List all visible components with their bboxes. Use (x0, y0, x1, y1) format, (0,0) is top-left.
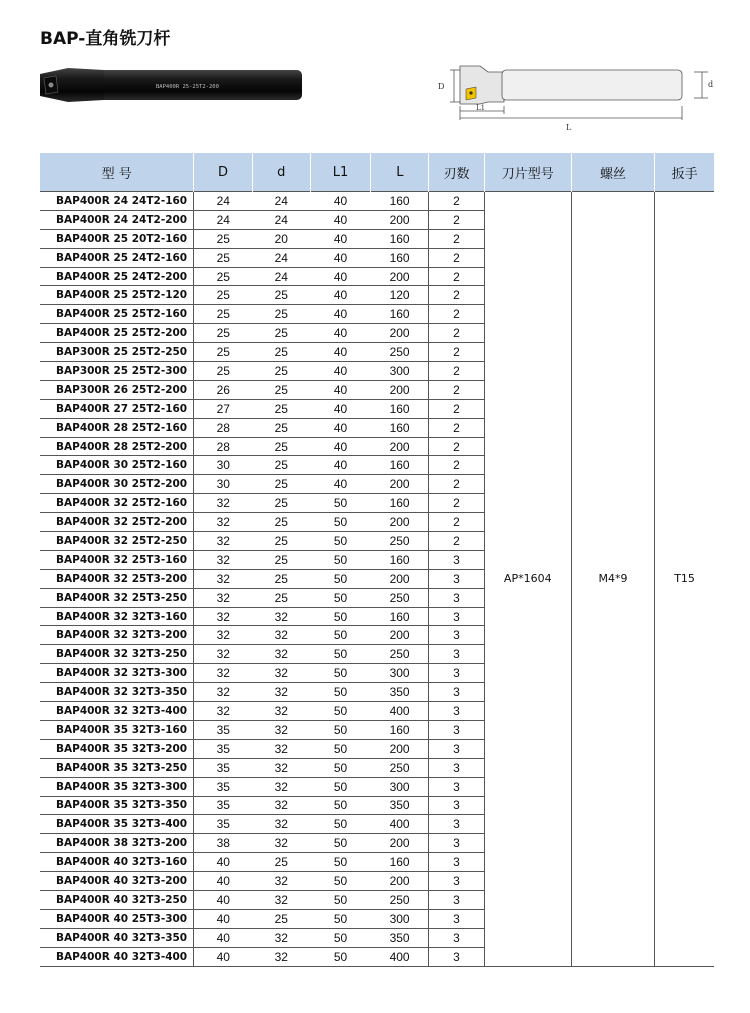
cell-d: 32 (252, 758, 310, 777)
cell-flutes: 2 (429, 192, 484, 211)
cell-model: BAP400R 32 25T3-200 (40, 569, 194, 588)
cell-model: BAP400R 24 24T2-200 (40, 210, 194, 229)
cell-D: 25 (194, 267, 252, 286)
cell-flutes: 3 (429, 853, 484, 872)
cell-D: 28 (194, 437, 252, 456)
cell-L: 160 (371, 550, 429, 569)
col-header-L: L (371, 153, 429, 192)
cell-L: 300 (371, 777, 429, 796)
cell-d: 25 (252, 550, 310, 569)
cell-model: BAP400R 32 25T2-160 (40, 494, 194, 513)
cell-D: 35 (194, 796, 252, 815)
cell-flutes: 3 (429, 928, 484, 947)
cell-D: 32 (194, 683, 252, 702)
cell-model: BAP400R 40 32T3-400 (40, 947, 194, 966)
cell-D: 35 (194, 720, 252, 739)
cell-L: 200 (371, 569, 429, 588)
cell-d: 25 (252, 399, 310, 418)
cell-model: BAP400R 35 32T3-350 (40, 796, 194, 815)
col-header-model: 型 号 (40, 153, 194, 192)
cell-d: 24 (252, 192, 310, 211)
cell-D: 35 (194, 758, 252, 777)
cell-D: 35 (194, 777, 252, 796)
cell-L1: 40 (310, 437, 370, 456)
cell-flutes: 2 (429, 362, 484, 381)
cell-flutes: 3 (429, 834, 484, 853)
cell-flutes: 3 (429, 947, 484, 966)
cell-L1: 50 (310, 645, 370, 664)
cell-L: 160 (371, 229, 429, 248)
cell-flutes: 2 (429, 418, 484, 437)
cell-d: 32 (252, 739, 310, 758)
cell-d: 32 (252, 720, 310, 739)
cell-L: 350 (371, 796, 429, 815)
cell-L1: 50 (310, 777, 370, 796)
cell-model: BAP300R 25 25T2-300 (40, 362, 194, 381)
cell-model: BAP400R 35 32T3-160 (40, 720, 194, 739)
tool-photo (38, 62, 306, 108)
cell-L1: 40 (310, 192, 370, 211)
cell-L: 400 (371, 815, 429, 834)
cell-model: BAP400R 35 32T3-300 (40, 777, 194, 796)
cell-d: 25 (252, 437, 310, 456)
cell-d: 32 (252, 683, 310, 702)
cell-model: BAP400R 32 32T3-350 (40, 683, 194, 702)
spec-table (40, 153, 714, 967)
page-title: BAP-直角铣刀杆 (40, 29, 171, 49)
cell-L1: 50 (310, 947, 370, 966)
cell-L: 250 (371, 343, 429, 362)
cell-flutes: 3 (429, 890, 484, 909)
cell-L1: 40 (310, 343, 370, 362)
cell-L1: 50 (310, 494, 370, 513)
cell-L: 200 (371, 267, 429, 286)
cell-flutes: 3 (429, 777, 484, 796)
cell-flutes: 3 (429, 664, 484, 683)
cell-L1: 50 (310, 569, 370, 588)
cell-L: 250 (371, 645, 429, 664)
cell-L: 250 (371, 758, 429, 777)
cell-L1: 50 (310, 758, 370, 777)
cell-flutes: 3 (429, 702, 484, 721)
cell-model: BAP400R 38 32T3-200 (40, 834, 194, 853)
cell-model: BAP400R 40 32T3-250 (40, 890, 194, 909)
cell-L: 350 (371, 928, 429, 947)
cell-D: 32 (194, 513, 252, 532)
cell-D: 24 (194, 192, 252, 211)
cell-D: 32 (194, 532, 252, 551)
cell-L1: 50 (310, 853, 370, 872)
cell-model: BAP400R 32 32T3-300 (40, 664, 194, 683)
cell-flutes: 3 (429, 607, 484, 626)
cell-d: 25 (252, 362, 310, 381)
cell-L1: 50 (310, 550, 370, 569)
cell-D: 32 (194, 607, 252, 626)
cell-d: 25 (252, 418, 310, 437)
cell-d: 32 (252, 834, 310, 853)
cell-d: 25 (252, 569, 310, 588)
cell-flutes: 3 (429, 588, 484, 607)
col-header-L1: L1 (310, 153, 370, 192)
cell-d: 32 (252, 645, 310, 664)
cell-D: 25 (194, 248, 252, 267)
cell-flutes: 2 (429, 324, 484, 343)
cell-L: 200 (371, 739, 429, 758)
cell-d: 25 (252, 286, 310, 305)
tool-diagram (432, 62, 717, 132)
cell-model: BAP400R 40 25T3-300 (40, 909, 194, 928)
cell-flutes: 3 (429, 550, 484, 569)
cell-D: 25 (194, 324, 252, 343)
diagram-label-L: L (566, 123, 572, 132)
cell-model: BAP400R 25 25T2-160 (40, 305, 194, 324)
cell-d: 25 (252, 324, 310, 343)
cell-L1: 40 (310, 456, 370, 475)
cell-L: 160 (371, 720, 429, 739)
cell-model: BAP400R 35 32T3-200 (40, 739, 194, 758)
cell-L1: 40 (310, 324, 370, 343)
cell-L: 200 (371, 475, 429, 494)
cell-flutes: 2 (429, 456, 484, 475)
cell-model: BAP400R 40 32T3-160 (40, 853, 194, 872)
cell-d: 25 (252, 909, 310, 928)
cell-L: 160 (371, 399, 429, 418)
tool-marking: BAP400R 25-25T2-200 (156, 84, 219, 90)
cell-d: 25 (252, 853, 310, 872)
diagram-label-L1: L1 (476, 104, 486, 112)
cell-L1: 50 (310, 815, 370, 834)
cell-L: 200 (371, 437, 429, 456)
cell-d: 32 (252, 777, 310, 796)
cell-d: 32 (252, 872, 310, 891)
cell-D: 24 (194, 210, 252, 229)
cell-L: 200 (371, 872, 429, 891)
cell-L1: 40 (310, 210, 370, 229)
cell-model: BAP400R 25 24T2-200 (40, 267, 194, 286)
cell-D: 32 (194, 645, 252, 664)
cell-L1: 40 (310, 418, 370, 437)
cell-L: 250 (371, 890, 429, 909)
cell-model: BAP400R 35 32T3-250 (40, 758, 194, 777)
cell-D: 40 (194, 909, 252, 928)
cell-D: 25 (194, 305, 252, 324)
cell-D: 32 (194, 569, 252, 588)
cell-model: BAP400R 32 32T3-400 (40, 702, 194, 721)
cell-d: 25 (252, 380, 310, 399)
cell-L: 300 (371, 362, 429, 381)
cell-L1: 50 (310, 513, 370, 532)
cell-L: 400 (371, 702, 429, 721)
cell-L1: 40 (310, 229, 370, 248)
cell-L1: 40 (310, 362, 370, 381)
cell-flutes: 3 (429, 626, 484, 645)
cell-insert: AP*1604 (484, 192, 571, 967)
cell-L1: 50 (310, 588, 370, 607)
cell-model: BAP400R 25 25T2-120 (40, 286, 194, 305)
cell-L1: 50 (310, 702, 370, 721)
cell-model: BAP400R 27 25T2-160 (40, 399, 194, 418)
cell-D: 25 (194, 286, 252, 305)
cell-model: BAP300R 26 25T2-200 (40, 380, 194, 399)
cell-D: 35 (194, 815, 252, 834)
col-header-screw: 螺丝 (571, 153, 654, 192)
cell-model: BAP400R 32 32T3-200 (40, 626, 194, 645)
cell-d: 32 (252, 607, 310, 626)
cell-L: 160 (371, 305, 429, 324)
cell-D: 38 (194, 834, 252, 853)
cell-D: 25 (194, 362, 252, 381)
cell-L1: 50 (310, 720, 370, 739)
cell-model: BAP400R 30 25T2-160 (40, 456, 194, 475)
cell-L1: 50 (310, 909, 370, 928)
cell-D: 27 (194, 399, 252, 418)
cell-L: 350 (371, 683, 429, 702)
cell-L1: 40 (310, 286, 370, 305)
cell-L1: 40 (310, 267, 370, 286)
cell-L: 200 (371, 380, 429, 399)
cell-L1: 50 (310, 834, 370, 853)
cell-D: 28 (194, 418, 252, 437)
cell-L1: 40 (310, 248, 370, 267)
cell-D: 32 (194, 550, 252, 569)
cell-L1: 50 (310, 626, 370, 645)
col-header-d: d (252, 153, 310, 192)
cell-L: 160 (371, 192, 429, 211)
cell-L: 400 (371, 947, 429, 966)
cell-d: 25 (252, 513, 310, 532)
cell-model: BAP400R 32 32T3-160 (40, 607, 194, 626)
cell-flutes: 2 (429, 248, 484, 267)
cell-L: 160 (371, 494, 429, 513)
cell-D: 32 (194, 588, 252, 607)
cell-flutes: 2 (429, 210, 484, 229)
cell-flutes: 2 (429, 380, 484, 399)
cell-flutes: 3 (429, 739, 484, 758)
cell-L: 250 (371, 588, 429, 607)
cell-L1: 40 (310, 380, 370, 399)
cell-L: 200 (371, 210, 429, 229)
cell-flutes: 3 (429, 569, 484, 588)
cell-model: BAP400R 25 24T2-160 (40, 248, 194, 267)
cell-d: 25 (252, 588, 310, 607)
cell-flutes: 2 (429, 494, 484, 513)
cell-L: 200 (371, 513, 429, 532)
cell-flutes: 2 (429, 305, 484, 324)
cell-wrench: T15 (655, 192, 714, 967)
cell-L: 160 (371, 607, 429, 626)
cell-L1: 50 (310, 739, 370, 758)
cell-D: 32 (194, 664, 252, 683)
cell-flutes: 3 (429, 720, 484, 739)
cell-d: 24 (252, 210, 310, 229)
cell-model: BAP400R 25 20T2-160 (40, 229, 194, 248)
cell-D: 30 (194, 456, 252, 475)
cell-model: BAP400R 25 25T2-200 (40, 324, 194, 343)
cell-L1: 50 (310, 928, 370, 947)
cell-model: BAP400R 40 32T3-350 (40, 928, 194, 947)
cell-L1: 50 (310, 796, 370, 815)
cell-L: 300 (371, 909, 429, 928)
cell-L: 160 (371, 418, 429, 437)
cell-D: 35 (194, 739, 252, 758)
cell-flutes: 3 (429, 683, 484, 702)
col-header-wrench: 扳手 (655, 153, 714, 192)
cell-model: BAP400R 32 25T3-160 (40, 550, 194, 569)
cell-L1: 40 (310, 305, 370, 324)
cell-L: 160 (371, 853, 429, 872)
cell-d: 25 (252, 494, 310, 513)
cell-d: 24 (252, 267, 310, 286)
cell-flutes: 3 (429, 815, 484, 834)
cell-d: 25 (252, 305, 310, 324)
cell-flutes: 2 (429, 532, 484, 551)
cell-model: BAP300R 25 25T2-250 (40, 343, 194, 362)
cell-L: 160 (371, 248, 429, 267)
cell-flutes: 3 (429, 872, 484, 891)
cell-flutes: 2 (429, 399, 484, 418)
cell-d: 32 (252, 796, 310, 815)
cell-d: 32 (252, 928, 310, 947)
cell-model: BAP400R 32 32T3-250 (40, 645, 194, 664)
cell-d: 25 (252, 343, 310, 362)
cell-D: 40 (194, 947, 252, 966)
cell-flutes: 2 (429, 286, 484, 305)
cell-flutes: 2 (429, 343, 484, 362)
cell-D: 25 (194, 343, 252, 362)
cell-D: 25 (194, 229, 252, 248)
cell-L: 160 (371, 456, 429, 475)
cell-flutes: 2 (429, 229, 484, 248)
cell-flutes: 2 (429, 437, 484, 456)
cell-model: BAP400R 24 24T2-160 (40, 192, 194, 211)
cell-d: 32 (252, 702, 310, 721)
cell-L: 200 (371, 626, 429, 645)
cell-model: BAP400R 28 25T2-160 (40, 418, 194, 437)
cell-L: 120 (371, 286, 429, 305)
cell-d: 25 (252, 532, 310, 551)
cell-L: 300 (371, 664, 429, 683)
cell-L: 200 (371, 324, 429, 343)
cell-d: 32 (252, 626, 310, 645)
cell-screw: M4*9 (571, 192, 654, 967)
col-header-D: D (194, 153, 252, 192)
cell-model: BAP400R 40 32T3-200 (40, 872, 194, 891)
cell-L1: 40 (310, 399, 370, 418)
cell-d: 32 (252, 947, 310, 966)
cell-D: 30 (194, 475, 252, 494)
cell-d: 32 (252, 890, 310, 909)
cell-model: BAP400R 32 25T2-200 (40, 513, 194, 532)
col-header-insert: 刀片型号 (484, 153, 571, 192)
cell-L1: 50 (310, 532, 370, 551)
cell-flutes: 3 (429, 909, 484, 928)
cell-L1: 50 (310, 683, 370, 702)
cell-D: 26 (194, 380, 252, 399)
cell-flutes: 2 (429, 267, 484, 286)
cell-flutes: 2 (429, 475, 484, 494)
cell-L1: 50 (310, 607, 370, 626)
cell-D: 40 (194, 872, 252, 891)
cell-d: 32 (252, 815, 310, 834)
cell-d: 32 (252, 664, 310, 683)
cell-d: 24 (252, 248, 310, 267)
cell-d: 25 (252, 475, 310, 494)
cell-L: 250 (371, 532, 429, 551)
cell-D: 40 (194, 890, 252, 909)
cell-flutes: 3 (429, 758, 484, 777)
table-header-row (40, 153, 714, 192)
cell-D: 32 (194, 494, 252, 513)
cell-L1: 50 (310, 664, 370, 683)
cell-flutes: 3 (429, 645, 484, 664)
cell-model: BAP400R 28 25T2-200 (40, 437, 194, 456)
cell-d: 25 (252, 456, 310, 475)
cell-D: 40 (194, 853, 252, 872)
cell-D: 32 (194, 626, 252, 645)
cell-model: BAP400R 30 25T2-200 (40, 475, 194, 494)
diagram-label-D: D (438, 82, 445, 91)
cell-flutes: 3 (429, 796, 484, 815)
cell-model: BAP400R 32 25T2-250 (40, 532, 194, 551)
cell-L1: 50 (310, 890, 370, 909)
cell-L1: 40 (310, 475, 370, 494)
cell-model: BAP400R 32 25T3-250 (40, 588, 194, 607)
diagram-label-d: d (708, 80, 714, 89)
cell-D: 32 (194, 702, 252, 721)
col-header-flutes: 刃数 (429, 153, 484, 192)
cell-model: BAP400R 35 32T3-400 (40, 815, 194, 834)
cell-L: 200 (371, 834, 429, 853)
cell-L1: 50 (310, 872, 370, 891)
cell-d: 20 (252, 229, 310, 248)
table-row (40, 192, 714, 211)
cell-D: 40 (194, 928, 252, 947)
cell-flutes: 2 (429, 513, 484, 532)
